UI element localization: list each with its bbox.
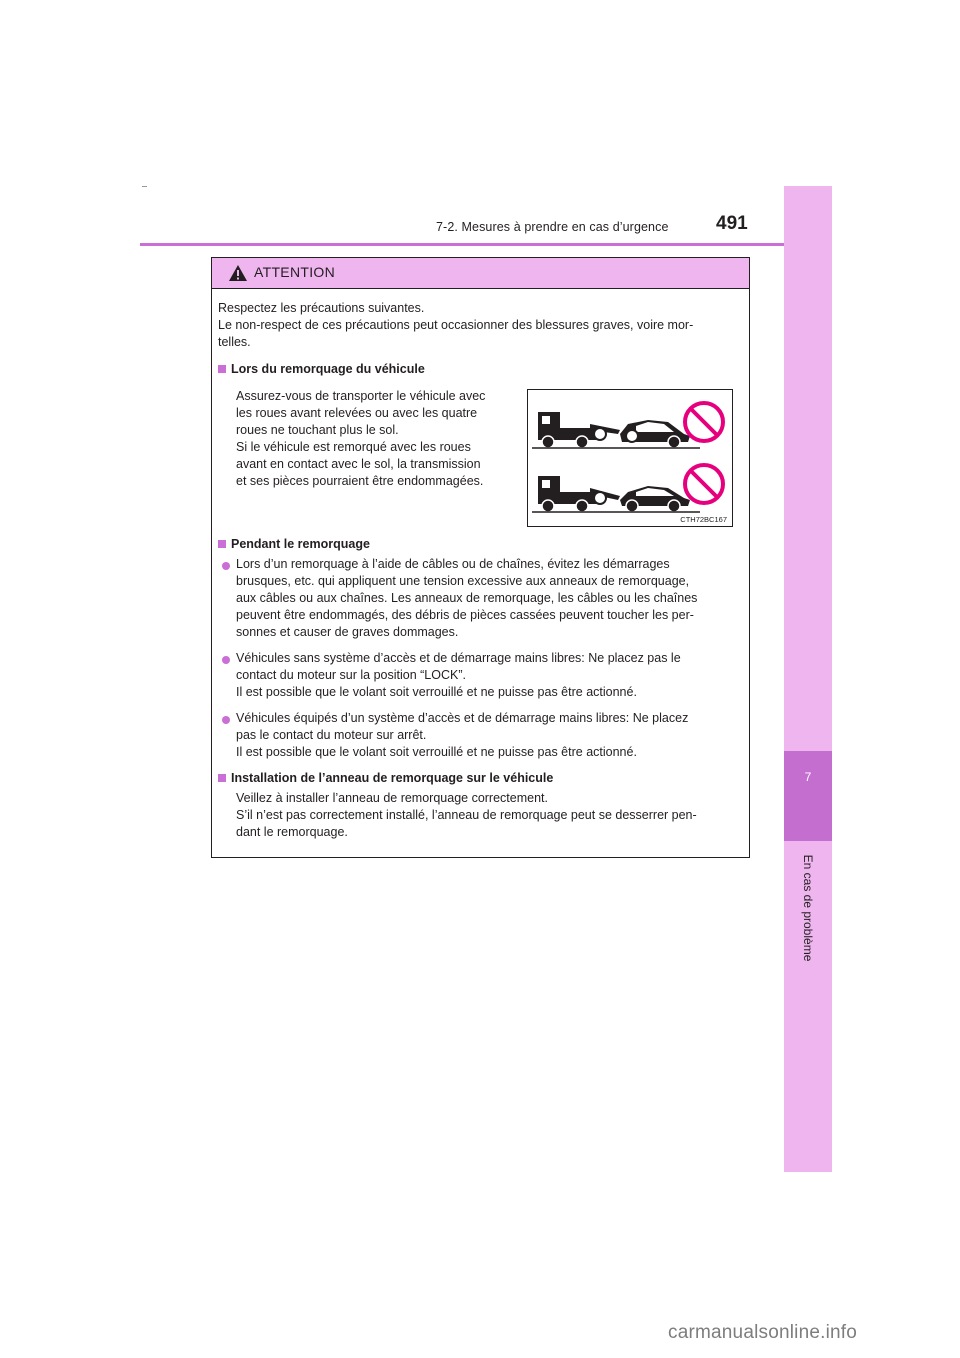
text-line: Veillez à installer l’anneau de remorquage correctement. xyxy=(236,791,548,805)
prohibition-icon xyxy=(685,403,723,441)
warning-title: ATTENTION xyxy=(254,264,335,280)
round-bullet-icon xyxy=(222,562,230,570)
intro-line: telles. xyxy=(218,335,251,349)
towing-diagram xyxy=(528,390,732,526)
square-bullet-icon xyxy=(218,365,226,373)
bullet-text xyxy=(236,710,744,761)
text-line: Assurez-vous de transporter le véhicule avec xyxy=(236,389,486,403)
text-line: Si le véhicule est remorqué avec les roues xyxy=(236,440,471,454)
tow-eyelet-text xyxy=(236,790,744,841)
text-line: Véhicules équipés d’un système d’accès et de démarrage mains libres: Ne placez xyxy=(236,711,689,725)
section-heading-during-towing xyxy=(218,536,370,553)
bullet-text xyxy=(236,556,744,641)
text-line: roues ne touchant plus le sol. xyxy=(236,423,399,437)
section-heading-text: Pendant le remorquage xyxy=(231,537,370,551)
bullet-text xyxy=(236,650,744,701)
tow-truck-icon xyxy=(538,412,620,448)
chapter-tab[interactable] xyxy=(784,751,832,841)
crop-mark xyxy=(142,186,147,187)
warning-header xyxy=(212,258,749,289)
text-line: S’il n’est pas correctement installé, l’anneau de remorquage peut se desserrer pen- xyxy=(236,808,697,822)
warning-box xyxy=(211,257,750,858)
chapter-title: En cas de problème xyxy=(801,854,815,962)
tow-truck-icon xyxy=(538,476,620,512)
text-line: Véhicules sans système d’accès et de démarrage mains libres: Ne placez pas le xyxy=(236,651,681,665)
square-bullet-icon xyxy=(218,540,226,548)
text-line: contact du moteur sur la position “LOCK”. xyxy=(236,668,466,682)
text-line: sonnes et causer de graves dommages. xyxy=(236,625,459,639)
round-bullet-icon xyxy=(222,716,230,724)
chapter-number: 7 xyxy=(804,770,812,784)
text-line: les roues avant relevées ou avec les quatre xyxy=(236,406,478,420)
page-number: 491 xyxy=(716,213,748,234)
section-heading-text: Lors du remorquage du véhicule xyxy=(231,362,425,376)
square-bullet-icon xyxy=(218,774,226,782)
towed-car-icon xyxy=(620,486,690,512)
prohibition-icon xyxy=(685,465,723,503)
towed-car-icon xyxy=(620,420,690,448)
section-heading-text: Installation de l’anneau de remorquage sur le véhicule xyxy=(231,771,554,785)
text-line: peuvent être endommagés, des débris de pièces cassées peuvent toucher les per- xyxy=(236,608,694,622)
header-divider xyxy=(140,243,832,246)
section-header: 7-2. Mesures à prendre en cas d’urgence xyxy=(436,220,669,234)
chapter-sidebar xyxy=(784,186,832,1172)
intro-line: Le non-respect de ces précautions peut occasionner des blessures graves, voire mor- xyxy=(218,318,694,332)
text-line: Il est possible que le volant soit verrouillé et ne puisse pas être actionné. xyxy=(236,685,637,699)
towing-illustration xyxy=(527,389,733,527)
text-line: Lors d’un remorquage à l’aide de câbles ou de chaînes, évitez les démarrages xyxy=(236,557,670,571)
text-line: dant le remorquage. xyxy=(236,825,348,839)
text-line: pas le contact du moteur sur arrêt. xyxy=(236,728,427,742)
text-line: brusques, etc. qui appliquent une tension excessive aux anneaux de remorquage, xyxy=(236,574,690,588)
intro-line: Respectez les précautions suivantes. xyxy=(218,301,425,315)
figure-code: CTH72BC167 xyxy=(680,515,727,524)
warning-triangle-icon xyxy=(228,264,248,282)
watermark: carmanualsonline.info xyxy=(668,1322,858,1343)
text-line: aux câbles ou aux chaînes. Les anneaux de remorquage, les câbles ou les chaînes xyxy=(236,591,698,605)
text-line: et ses pièces pourraient être endommagées. xyxy=(236,474,484,488)
text-line: avant en contact avec le sol, la transmission xyxy=(236,457,481,471)
text-line: Il est possible que le volant soit verrouillé et ne puisse pas être actionné. xyxy=(236,745,637,759)
round-bullet-icon xyxy=(222,656,230,664)
towing-text xyxy=(236,388,506,490)
warning-intro xyxy=(218,300,748,351)
section-heading-tow-eyelet xyxy=(218,770,553,787)
section-heading-towing xyxy=(218,361,425,378)
